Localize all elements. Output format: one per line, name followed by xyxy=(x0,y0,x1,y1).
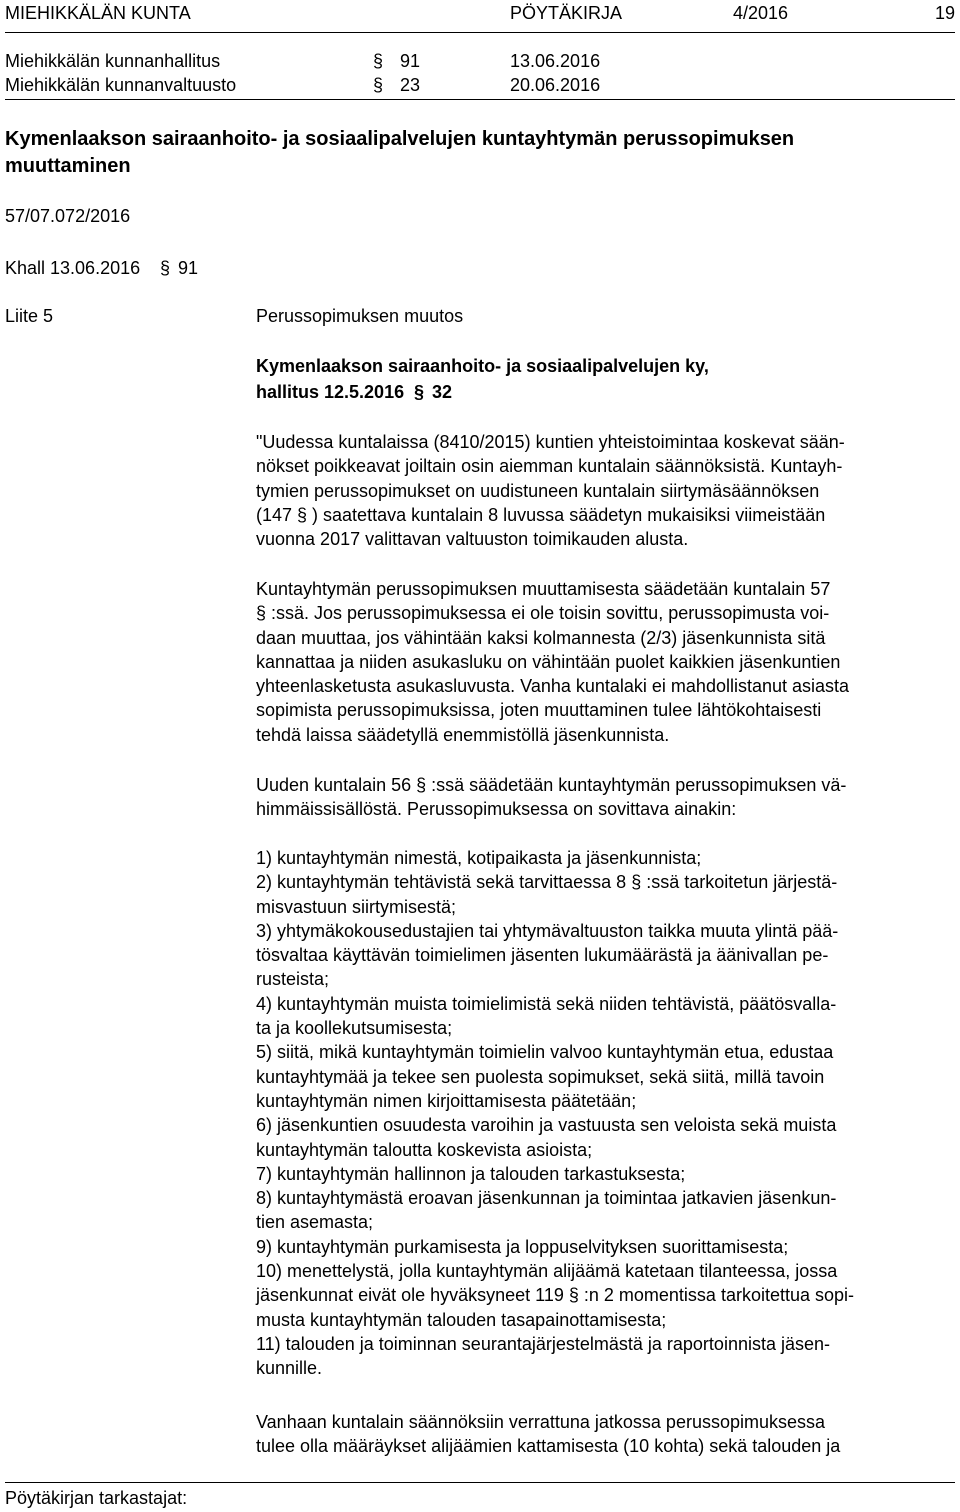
header-bottom-rule xyxy=(5,99,955,100)
list-item: kuntayhtymän taloutta koskevista asioista; xyxy=(256,1139,593,1160)
footer-rule xyxy=(5,1482,955,1483)
list-item: 9) kuntayhtymän purkamisesta ja loppuselvityksen suorittamisesta; xyxy=(256,1236,789,1257)
list-item: tien asemasta; xyxy=(256,1212,374,1233)
meeting-body-1: Miehikkälän kunnanhallitus xyxy=(5,51,221,71)
org-section: 32 xyxy=(432,382,453,402)
list-item: 6) jäsenkuntien osuudesta varoihin ja vastuusta sen veloista sekä muista xyxy=(256,1115,837,1136)
meeting-date-1: 13.06.2016 xyxy=(510,51,601,71)
header-municipality: MIEHIKKÄLÄN KUNTA xyxy=(5,3,191,23)
list-item: kuntayhtymän nimen kirjoittamisesta päätetään; xyxy=(256,1090,637,1111)
paragraph-list xyxy=(256,846,960,1381)
meeting-section-1: 91 xyxy=(400,51,421,71)
paragraph-line: nökset poikkeavat joiltain osin aiemman kuntalain säännöksistä. Kuntayh- xyxy=(256,456,843,477)
list-item: 2) kuntayhtymän tehtävistä sekä tarvittaessa 8 § :ssä tarkoitetun järjestä- xyxy=(256,872,838,893)
section-symbol-icon: § xyxy=(414,382,425,402)
paragraph-line: sopimista perussopimuksissa, joten muuttaminen tulee lähtökohtaisesti xyxy=(256,700,822,721)
khall-section: 91 xyxy=(178,258,199,278)
list-item: rusteista; xyxy=(256,969,330,990)
paragraph-line: tymien perussopimukset on uudistuneen kuntalain siirtymäsäännöksen xyxy=(256,480,820,501)
paragraph-intro xyxy=(256,430,960,551)
section-symbol-icon: § xyxy=(373,51,384,71)
document-title-line-1: Kymenlaakson sairaanhoito- ja sosiaalipalvelujen kuntayhtymän perussopimuksen xyxy=(5,128,795,150)
list-item: 1) kuntayhtymän nimestä, kotipaikasta ja jäsenkunnista; xyxy=(256,848,702,868)
list-item: 8) kuntayhtymästä eroavan jäsenkunnan ja toimintaa jatkavien jäsenkun- xyxy=(256,1188,837,1209)
paragraph-line: Vanhaan kuntalain säännöksiin verrattuna jatkossa perussopimuksessa xyxy=(256,1412,826,1432)
list-item: 11) talouden ja toiminnan seurantajärjestelmästä ja raportoinnista jäsen- xyxy=(256,1333,830,1354)
paragraph-line: daan muuttaa, jos vähintään kaksi kolmannesta (2/3) jäsenkunnista sitä xyxy=(256,627,826,648)
paragraph-closing xyxy=(256,1410,960,1459)
attachment-label: Liite 5 xyxy=(5,306,54,326)
paragraph-line: (147 § ) saatettava kuntalain 8 luvussa säädetyn mukaisiksi viimeistään xyxy=(256,504,826,525)
header-top-rule xyxy=(5,32,955,33)
paragraph-minimum-content xyxy=(256,773,960,822)
list-item: 10) menettelystä, jolla kuntayhtymän alijäämä katetaan tilanteessa, jossa xyxy=(256,1261,838,1282)
list-item: musta kuntayhtymän talouden tasapainottamisesta; xyxy=(256,1309,667,1330)
header-doc-type: PÖYTÄKIRJA xyxy=(510,3,623,23)
list-item: misvastuun siirtymisestä; xyxy=(256,896,457,917)
paragraph-line: tehdä laissa säädetyllä enemmistöllä jäsenkunnista. xyxy=(256,724,670,745)
list-item: jäsenkunnat eivät ole hyväksyneet 119 § :n 2 momentissa tarkoitettua sopi- xyxy=(256,1285,855,1306)
paragraph-line: "Uudessa kuntalaissa (8410/2015) kuntien yhteistoimintaa koskevat sään- xyxy=(256,432,845,452)
meeting-date-2: 20.06.2016 xyxy=(510,75,601,95)
paragraph-line: Uuden kuntalain 56 § :ssä säädetään kuntayhtymän perussopimuksen vä- xyxy=(256,775,847,795)
paragraph-line: vuonna 2017 valittavan valtuuston toimikauden alusta. xyxy=(256,529,689,550)
list-item: kuntayhtymää ja tekee sen puolesta sopimukset, sekä siitä, millä tavoin xyxy=(256,1066,825,1087)
khall-date: Khall 13.06.2016 xyxy=(5,258,141,278)
reference-number: 57/07.072/2016 xyxy=(5,206,131,226)
list-item: kunnille. xyxy=(256,1358,323,1379)
paragraph-line: Kuntayhtymän perussopimuksen muuttamisesta säädetään kuntalain 57 xyxy=(256,579,831,599)
header-doc-number: 4/2016 xyxy=(733,3,789,23)
org-line-1: Kymenlaakson sairaanhoito- ja sosiaalipalvelujen ky, xyxy=(256,356,709,376)
list-item: ta ja koollekutsumisesta; xyxy=(256,1018,453,1039)
list-item: tösvaltaa käyttävän toimielimen jäsenten lukumäärästä ja äänivallan pe- xyxy=(256,945,829,966)
header-page-number: 19 xyxy=(935,3,956,23)
attachment-title: Perussopimuksen muutos xyxy=(256,306,464,326)
section-symbol-icon: § xyxy=(373,75,384,95)
org-line-2: hallitus 12.5.2016 xyxy=(256,382,405,402)
paragraph-line: § :ssä. Jos perussopimuksessa ei ole toisin sovittu, perussopimusta voi- xyxy=(256,603,830,624)
paragraph-line: himmäissisällöstä. Perussopimuksessa on sovittava ainakin: xyxy=(256,799,737,820)
meeting-body-2: Miehikkälän kunnanvaltuusto xyxy=(5,75,237,95)
paragraph-line: kannattaa ja niiden asukasluku on vähintään puolet kaikkien jäsenkuntien xyxy=(256,651,841,672)
paragraph-line: tulee olla määräykset alijäämien kattamisesta (10 kohta) sekä talouden ja xyxy=(256,1436,841,1457)
list-item: 5) siitä, mikä kuntayhtymän toimielin valvoo kuntayhtymän etua, edustaa xyxy=(256,1042,834,1063)
footer-reviewers-label: Pöytäkirjan tarkastajat: xyxy=(5,1488,188,1508)
meeting-section-2: 23 xyxy=(400,75,421,95)
paragraph-amendment xyxy=(256,577,960,747)
section-symbol-icon: § xyxy=(160,258,171,278)
document-title-line-2: muuttaminen xyxy=(5,155,131,177)
list-item: 4) kuntayhtymän muista toimielimistä sekä niiden tehtävistä, päätösvalla- xyxy=(256,993,837,1014)
list-item: 3) yhtymäkokousedustajien tai yhtymävaltuuston taikka muuta ylintä pää- xyxy=(256,920,839,941)
list-item: 7) kuntayhtymän hallinnon ja talouden tarkastuksesta; xyxy=(256,1163,686,1184)
paragraph-line: yhteenlasketusta asukasluvusta. Vanha kuntalaki ei mahdollistanut asiasta xyxy=(256,676,850,697)
